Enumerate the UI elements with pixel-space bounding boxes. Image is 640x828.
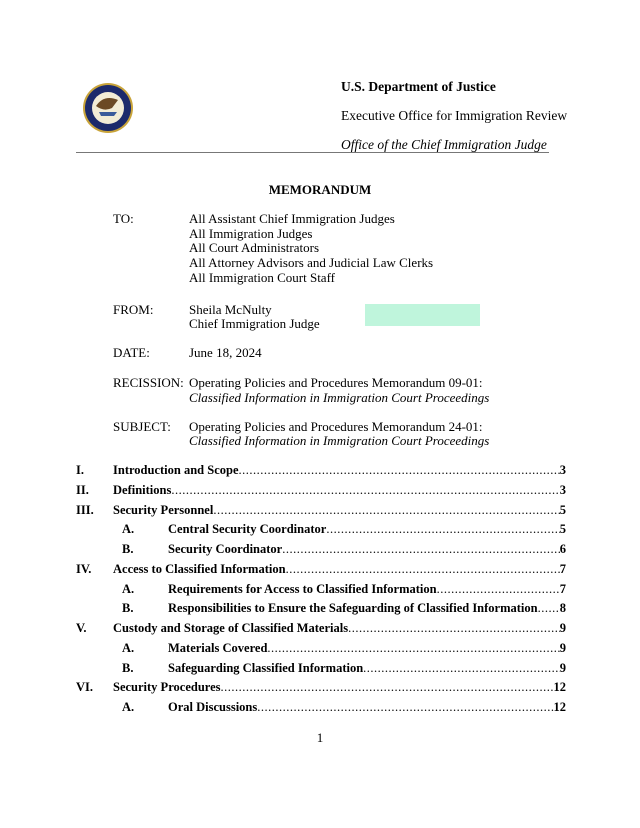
recission-line: Operating Policies and Procedures Memorandum 09-01: — [189, 375, 483, 390]
toc-number: IV. — [76, 561, 92, 576]
toc-entry[interactable] — [76, 502, 566, 518]
toc-page: 5 — [559, 502, 566, 517]
toc-entry[interactable] — [122, 521, 566, 537]
toc-number: A. — [122, 522, 135, 537]
toc-title: Responsibilities to Ensure the Safeguarding of Classified Information — [168, 601, 538, 616]
toc-title: Materials Covered — [168, 640, 268, 655]
toc-number: B. — [122, 601, 134, 616]
toc-page: 9 — [559, 660, 566, 675]
toc-number: B. — [122, 542, 134, 556]
toc-leader-dots — [213, 502, 559, 518]
toc-page: 6 — [559, 542, 566, 556]
to-label: TO: — [113, 211, 134, 226]
toc-page: 3 — [559, 463, 566, 477]
toc-title: Central Security Coordinator — [168, 522, 327, 537]
toc-leader-dots — [286, 561, 560, 577]
toc-entry[interactable] — [122, 660, 566, 676]
toc-leader-dots — [221, 679, 554, 695]
toc-title: Requirements for Access to Classified Information — [168, 581, 437, 596]
from-name: Sheila McNulty — [189, 302, 272, 317]
toc-number: B. — [122, 660, 134, 675]
date-label: DATE: — [113, 345, 150, 360]
toc-entry[interactable] — [76, 620, 566, 636]
to-line: All Immigration Court Staff — [189, 270, 335, 285]
toc-page: 12 — [553, 700, 566, 714]
toc-title: Security Coordinator — [168, 542, 283, 556]
to-line: All Court Administrators — [189, 240, 319, 255]
toc-number: A. — [122, 581, 135, 596]
toc-title: Security Procedures — [113, 680, 221, 695]
toc-page: 7 — [559, 561, 566, 576]
toc-page: 5 — [559, 522, 566, 537]
toc-entry[interactable] — [76, 482, 566, 498]
header-divider — [76, 152, 549, 153]
toc-number: V. — [76, 621, 87, 635]
toc-leader-dots — [171, 482, 559, 498]
toc-page: 8 — [559, 601, 566, 616]
toc-entry[interactable] — [122, 600, 566, 616]
to-line: All Attorney Advisors and Judicial Law Clerks — [189, 255, 434, 270]
from-title: Chief Immigration Judge — [189, 316, 320, 331]
toc-page: 3 — [559, 482, 566, 497]
toc-page: 12 — [553, 680, 566, 695]
toc-leader-dots — [363, 660, 560, 676]
toc-leader-dots — [326, 521, 559, 537]
signature-redaction-highlight — [365, 304, 480, 326]
toc-number: III. — [76, 502, 94, 517]
toc-entry[interactable] — [122, 541, 566, 557]
recission-line: Classified Information in Immigration Court Proceedings — [189, 390, 490, 405]
toc-leader-dots — [257, 699, 553, 715]
subject-label: SUBJECT: — [113, 419, 171, 434]
toc-title: Oral Discussions — [168, 700, 258, 714]
toc-title: Access to Classified Information — [113, 561, 286, 576]
recission-label: RECISSION: — [113, 375, 184, 390]
page-number: 1 — [316, 730, 324, 745]
toc-entry[interactable] — [76, 561, 566, 577]
sub-office-name: Office of the Chief Immigration Judge — [341, 137, 547, 152]
toc-title: Safeguarding Classified Information — [168, 660, 364, 675]
toc-entry[interactable] — [122, 640, 566, 656]
toc-entry[interactable] — [122, 581, 566, 597]
office-name: Executive Office for Immigration Review — [341, 108, 568, 123]
toc-number: A. — [122, 700, 135, 714]
toc-page: 9 — [559, 640, 566, 655]
toc-entry[interactable] — [122, 699, 566, 715]
toc-leader-dots — [348, 620, 560, 636]
toc-number: I. — [76, 463, 84, 477]
toc-leader-dots — [437, 581, 560, 597]
toc-entry[interactable] — [76, 462, 566, 478]
toc-leader-dots — [282, 541, 560, 557]
date-value: June 18, 2024 — [189, 345, 262, 360]
subject-line: Operating Policies and Procedures Memorandum 24-01: — [189, 419, 483, 434]
to-line: All Immigration Judges — [189, 226, 313, 241]
toc-leader-dots — [538, 600, 560, 616]
toc-title: Custody and Storage of Classified Materials — [113, 621, 349, 635]
toc-number: II. — [76, 482, 89, 497]
department-name: U.S. Department of Justice — [341, 79, 496, 94]
toc-leader-dots — [267, 640, 559, 656]
toc-title: Security Personnel — [113, 502, 214, 517]
doj-seal-logo — [82, 82, 134, 134]
toc-entry[interactable] — [76, 679, 566, 695]
memo-title: MEMORANDUM — [268, 182, 372, 197]
toc-number: VI. — [76, 680, 94, 695]
subject-line: Classified Information in Immigration Court Proceedings — [189, 433, 490, 448]
toc-page: 9 — [559, 621, 566, 635]
to-line: All Assistant Chief Immigration Judges — [189, 211, 395, 226]
from-label: FROM: — [113, 302, 154, 317]
toc-title: Introduction and Scope — [113, 463, 239, 477]
toc-leader-dots — [239, 462, 560, 478]
toc-page: 7 — [559, 581, 566, 596]
toc-title: Definitions — [113, 482, 172, 497]
toc-number: A. — [122, 640, 135, 655]
